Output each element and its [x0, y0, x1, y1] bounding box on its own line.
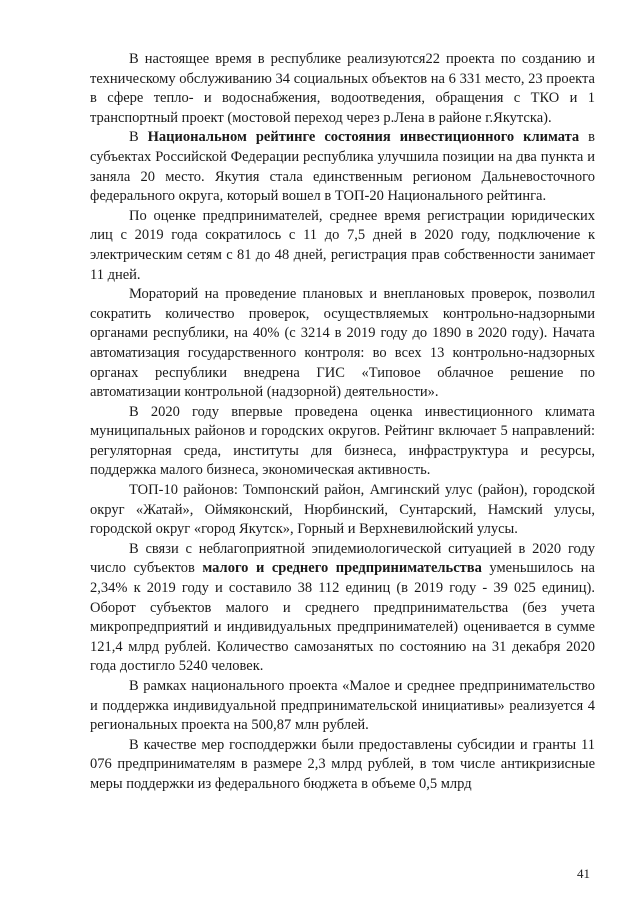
document-body: [90, 50, 595, 795]
bold-phrase-rating: Национальном рейтинге состояния инвестиционного климата: [147, 129, 580, 146]
paragraph-national-project: В рамках национального проекта «Малое и среднее предпринимательство и поддержка индивидуальной предпринимательской инициативы» реализуется 4 региональных проекта на 500,87 млн рублей.: [90, 678, 595, 734]
paragraph-top10: ТОП-10 районов: Томпонский район, Амгинский улус (район), городской округ «Жатай», Оймяконский, Нюрбинский, Сунтарский, Намский улусы, городской округ «город Якутск», Горный и Верхневилюйский улусы.: [90, 482, 595, 538]
bold-phrase-sme: малого и среднего предпринимательства: [202, 560, 482, 577]
paragraph-registration-time: По оценке предпринимателей, среднее время регистрации юридических лиц с 2019 года сократилось с 11 до 7,5 дней в 2020 году, подключение к электрическим сетям с 81 до 48 дней, регистрация прав собственности занимает 11 дней.: [90, 207, 595, 283]
paragraph-state-support: В качестве мер господдержки были предоставлены субсидии и гранты 11 076 предпринимателям в размере 2,3 млрд рублей, в том числе антикризисные меры поддержки из федерального бюджета в объеме 0,5 млрд: [90, 736, 595, 792]
paragraph-sme: В связи с неблагоприятной эпидемиологической ситуацией в 2020 году число субъектов малого и среднего предпринимательства уменьшилось на 2,34% к 2019 году и составило 38 112 единиц (в 2019 году - 39 025 единиц). Оборот субъектов малого и среднего предпринимательства (без учета микропредприятий и индивидуальных предпринимателей) оценивается в сумме 121,4 млрд рублей. Количество самозанятых по состоянию на 31 декабря 2020 года достигло 5240 человек.: [90, 540, 595, 675]
page-number: 41: [577, 866, 590, 881]
paragraph-investment-rating: В Национальном рейтинге состояния инвестиционного климата в субъектах Российской Федерации республика улучшила позиции на два пункта и заняла 20 место. Якутия стала единственным регионом Дальневосточного федерального округа, который вошел в ТОП-20 Национального рейтинга.: [90, 129, 596, 205]
paragraph-municipal-rating: В 2020 году впервые проведена оценка инвестиционного климата муниципальных районов и городских округов. Рейтинг включает 5 направлений: регуляторная среда, институты для бизнеса, инфраструктура и ресурсы, поддержка малого бизнеса, экономическая активность.: [90, 403, 595, 479]
paragraph-moratorium: Мораторий на проведение плановых и внеплановых проверок, позволил сократить количество проверок, осуществляемых контрольно-надзорными органами республики, на 40% (с 3214 в 2019 году до 1890 в 2020 году). Начата автоматизация государственного контроля: во всех 13 контрольно-надзорных органах республики внедрена ГИС «Типовое облачное решение по автоматизации контрольной (надзорной) деятельности».: [90, 286, 595, 401]
paragraph-projects: В настоящее время в республике реализуются22 проекта по созданию и техническому обслуживанию 34 социальных объектов на 6 331 место, 23 проекта в сфере тепло- и водоснабжения, водоотведения, обращения с ТКО и 1 транспортный проект (мостовой переход через р.Лена в районе г.Якутска).: [90, 51, 595, 126]
